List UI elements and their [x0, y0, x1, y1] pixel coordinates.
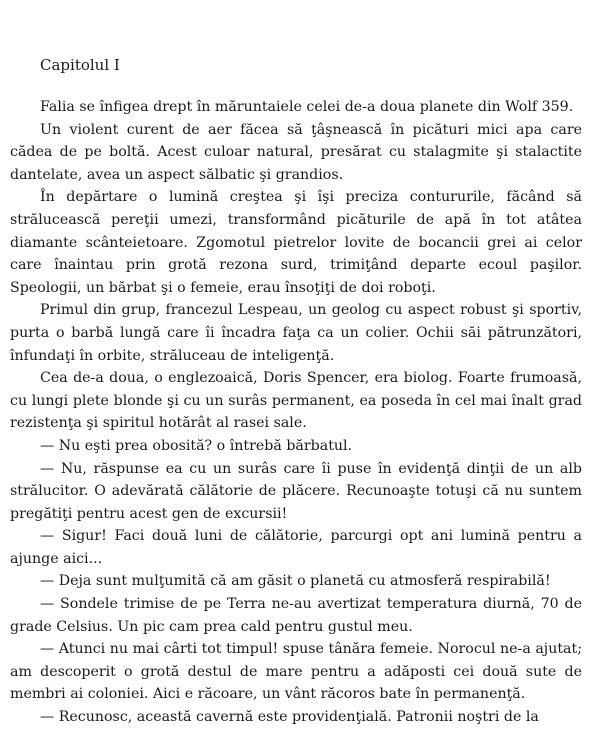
- paragraph: — Nu, răspunse ea cu un surâs care îi puse în evidenţă dinţii de un alb strălucitor. O adevărată călătorie de plăcere. Recunoaşte totuşi că nu suntem pregătiţi pentru acest gen de excursii!: [10, 460, 582, 522]
- paragraph: Falia se înfigea drept în măruntaiele celei de-a doua planete din Wolf 359.: [40, 99, 574, 115]
- paragraph: — Recunosc, această cavernă este providenţială. Patronii noştri de la: [40, 709, 539, 726]
- paragraph: — Sondele trimise de pe Terra ne-au avertizat temperatura diurnă, 70 de grade Celsius. Un pic cam prea cald pentru gustul meu.: [10, 596, 582, 635]
- paragraph: Cea de-a doua, o englezoaică, Doris Spencer, era biolog. Foarte frumoasă, cu lungi plete blonde şi cu un surâs permanent, ea poseda în cel mai înalt grad rezistenţa şi spiritul hotărât al rasei sale.: [10, 370, 582, 432]
- paragraph: În depărtare o lumină creştea şi îşi preciza contururile, făcând să strălucească pereţii umezi, transformând picăturile de apă în tot atâtea diamante scânteietoare. Zgomotul pietrelor lovite de bocancii grei ai celor care înaintau prin grotă rezona surd, trimiţând departe ecoul paşilor. Speologii, un bărbat şi o femeie, erau însoţiţi de doi roboţi.: [10, 189, 582, 296]
- paragraph: Un violent curent de aer făcea să ţâşnească în picături mici apa care cădea de pe boltă. Acest culoar natural, presărat cu stalagmite şi stalactite dantelate, avea un aspect sălbatic şi grandios.: [10, 121, 582, 183]
- body-text: [10, 96, 582, 729]
- paragraph: — Sigur! Faci două luni de călătorie, parcurgi opt ani lumină pentru a ajunge aici...: [10, 528, 582, 567]
- paragraph: Primul din grup, francezul Lespeau, un geolog cu aspect robust şi sportiv, purta o barbă lungă care îi încadra faţa ca un colier. Ochii săi pătrunzători, înfundaţi în orbite, străluceau de inteligenţă.: [10, 302, 582, 364]
- chapter-title: Capitolul I: [40, 56, 120, 74]
- paragraph: — Deja sunt mulţumită că am găsit o planetă cu atmosferă respirabilă!: [40, 573, 551, 590]
- paragraph: — Atunci nu mai cârti tot timpul! spuse tânăra femeie. Norocul ne-a ajutat; am descoperit o grotă destul de mare pentru a adăposti cei două sute de membri ai coloniei. Aici e răcoare, un vânt răcoros bate în permanenţă.: [10, 641, 582, 703]
- paragraph: — Nu eşti prea obosită? o întrebă bărbatul.: [40, 437, 353, 454]
